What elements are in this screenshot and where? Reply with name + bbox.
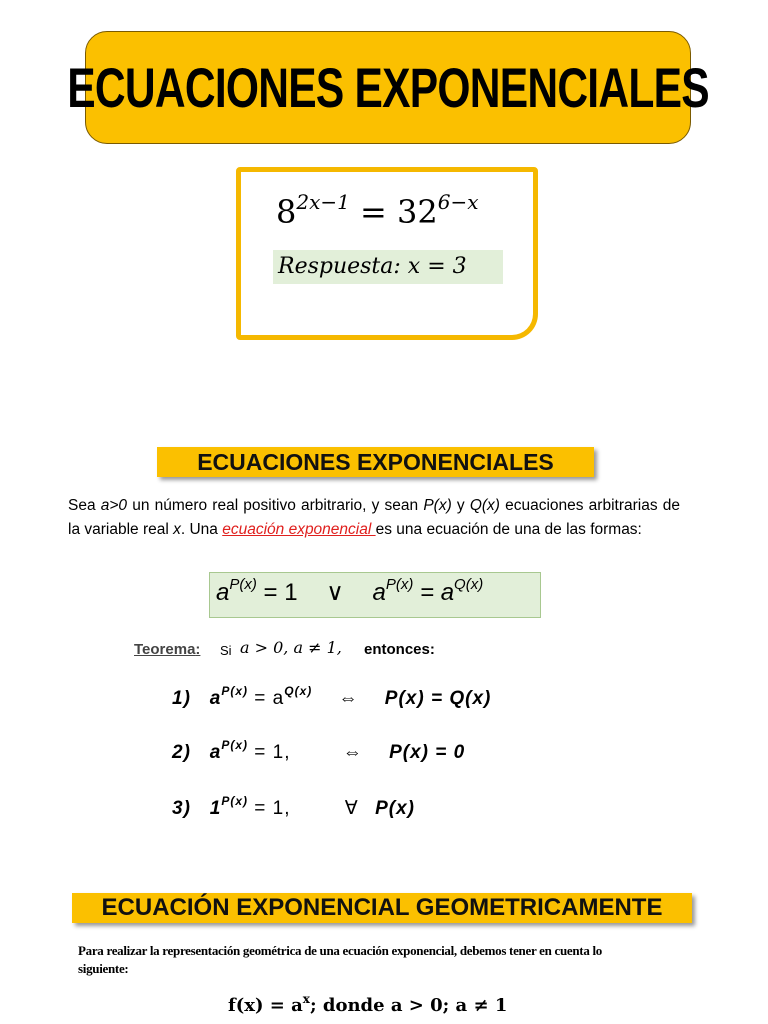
eq-base-right: 32	[397, 193, 438, 231]
theorem-si: Si	[220, 643, 232, 658]
function-formula: $f(x) = a^x$; donde a > 0; a ≠ 1	[228, 992, 508, 1016]
section-header-geometric: ECUACIÓN EXPONENCIAL GEOMETRICAMENTE	[72, 893, 692, 923]
example-answer: Respuesta: x = 3	[278, 254, 467, 279]
theorem-then: entonces:	[364, 641, 435, 658]
definition-paragraph: Sea a>0 un número real positivo arbitrario, y sean P(x) y Q(x) ecuaciones arbitrarias de la variable real x. Una ecuación exponencial es una ecuación de una de las formas:	[68, 497, 680, 538]
eq-exp-right: 6−x	[437, 190, 479, 214]
forms-formula: $a^{P(x)} = 1$ ∨ $a^{P(x)} = a^{Q(x)}$	[216, 576, 484, 606]
section-header-definition: ECUACIONES EXPONENCIALES	[157, 447, 594, 477]
or-symbol: ∨	[326, 579, 344, 606]
page-title: ECUACIONES EXPONENCIALES	[67, 56, 709, 119]
example-equation	[276, 190, 479, 231]
theorem-condition: a > 0, a ≠ 1,	[240, 638, 342, 657]
title-banner	[67, 31, 709, 144]
theorem-rule-3: 3) $1^{P(x)} = 1$, ∀ P(x)	[172, 794, 415, 819]
theorem-rule-2: 2) $a^{P(x)} = 1$, ⇔ P(x) = 0	[172, 738, 466, 763]
theorem-rule-1: 1) $a^{P(x)} = a^{Q(x)}$ ⇔ P(x) = Q(x)	[172, 684, 492, 709]
eq-equals: =	[360, 193, 387, 231]
theorem-label: Teorema:	[134, 641, 201, 658]
geometric-intro-text: Para realizar la representación geométrica de una ecuación exponencial, debemos tener en cuenta lo siguiente:	[78, 943, 602, 976]
eq-exp-left: 2x−1	[296, 190, 350, 214]
eq-base-left: 8	[276, 193, 297, 231]
exponential-equation-link: ecuación exponencial	[222, 521, 376, 538]
